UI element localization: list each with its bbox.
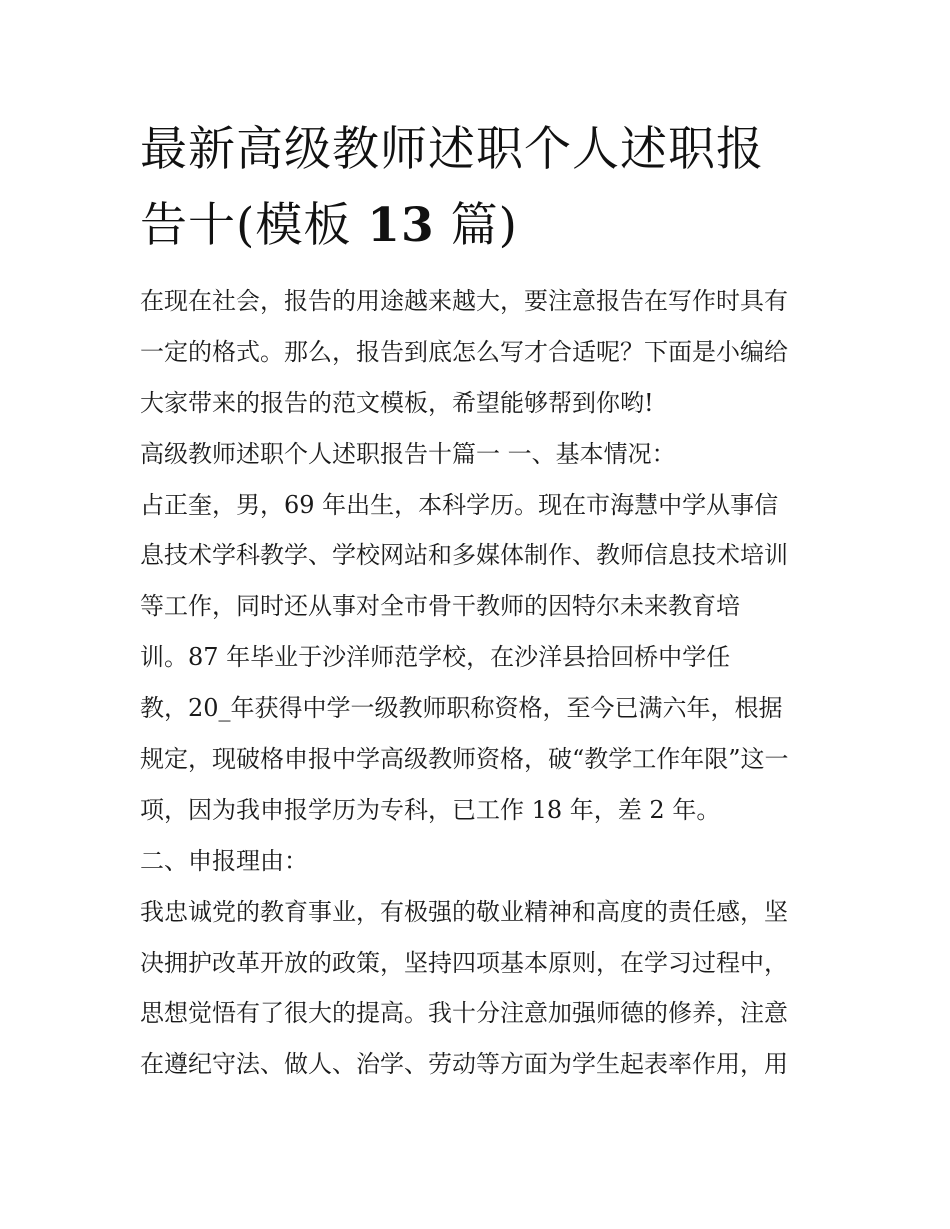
body-line: 大家带来的报告的范文模板，希望能够帮到你哟! <box>140 388 654 417</box>
title-line-2 <box>140 188 820 264</box>
title-line-1: 最新高级教师述职个人述职报 <box>140 122 764 177</box>
body-line: 占正奎，男，69 年出生，本科学历。现在市海慧中学从事信 <box>140 490 779 519</box>
body-line: 教，20_年获得中学一级教师职称资格，至今已满六年，根据 <box>140 694 783 723</box>
title-line-2-text: 告十(模板 <box>140 198 352 253</box>
body-line: 思想觉悟有了很大的提高。我十分注意加强师德的修养，注意 <box>140 999 788 1028</box>
body-line: 我忠诚党的教育事业，有极强的敬业精神和高度的责任感，坚 <box>140 897 788 926</box>
section-heading-basic-info: 高级教师述职个人述职报告十篇一 一、基本情况： <box>140 439 676 468</box>
title-line-2-end: 篇) <box>450 198 518 253</box>
body-line: 在遵纪守法、做人、治学、劳动等方面为学生起表率作用，用 <box>140 1050 788 1079</box>
body-line: 一定的格式。那么，报告到底怎么写才合适呢？下面是小编给 <box>140 337 788 366</box>
body-line: 训。87 年毕业于沙洋师范学校，在沙洋县拾回桥中学任 <box>140 643 731 672</box>
body-line: 等工作，同时还从事对全市骨干教师的因特尔未来教育培 <box>140 592 740 621</box>
body-line: 项，因为我申报学历为专科，已工作 18 年，差 2 年。 <box>140 795 721 824</box>
section-heading-reasons: 二、申报理由： <box>140 846 308 875</box>
document-body <box>140 276 820 1090</box>
title-number: 13 <box>367 198 435 253</box>
body-line: 在现在社会，报告的用途越来越大，要注意报告在写作时具有 <box>140 287 788 315</box>
document-title <box>140 112 820 264</box>
body-line: 规定，现破格申报中学高级教师资格，破“教学工作年限”这一 <box>140 745 789 774</box>
body-line: 决拥护改革开放的政策，坚持四项基本原则，在学习过程中， <box>140 948 788 977</box>
body-line: 息技术学科教学、学校网站和多媒体制作、教师信息技术培训 <box>140 541 788 570</box>
